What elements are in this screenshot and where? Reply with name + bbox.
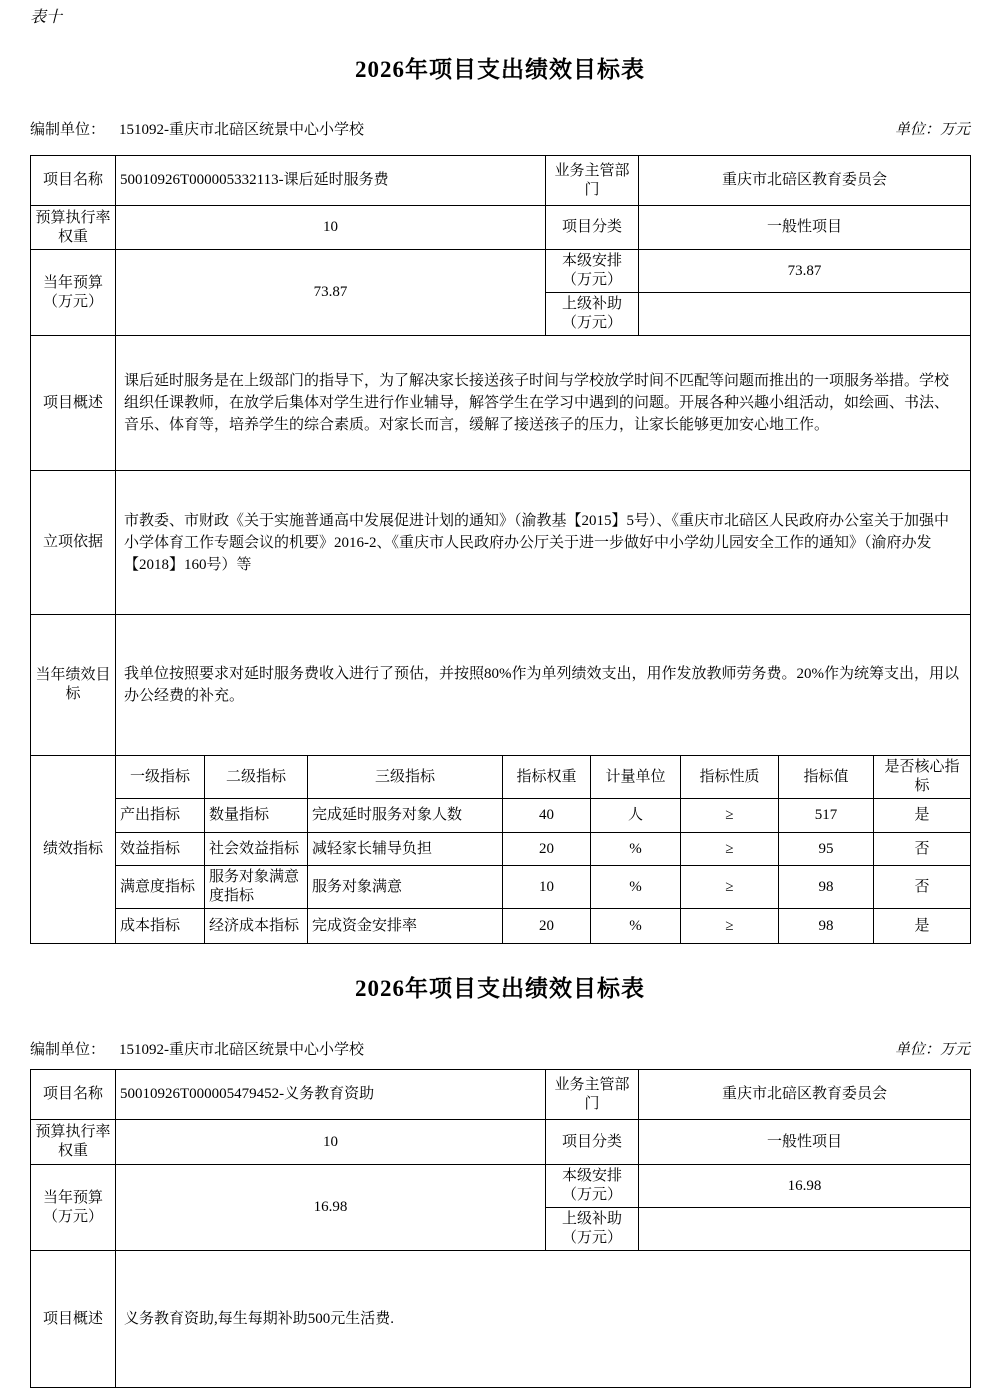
indicators-label: 绩效指标	[31, 756, 116, 944]
compiling-unit-label: 编制单位：	[30, 122, 106, 138]
exec-rate-weight-label: 预算执行率权重	[31, 206, 116, 250]
table-row	[31, 336, 971, 471]
indicator-header-row	[31, 756, 971, 799]
indicator-cell: 完成延时服务对象人数	[308, 799, 503, 833]
basis-label: 立项依据	[31, 471, 116, 615]
indicator-header: 三级指标	[308, 756, 503, 799]
indicator-header: 指标性质	[681, 756, 779, 799]
table-row	[31, 1251, 971, 1388]
meta-row	[30, 120, 970, 140]
performance-table-1	[30, 155, 971, 756]
indicator-cell: 95	[779, 833, 874, 866]
unit-label-2: 单位：万元	[894, 1042, 970, 1058]
overview-label-2: 项目概述	[31, 1251, 116, 1388]
indicator-cell: ≥	[681, 833, 779, 866]
basis-value: 市教委、市财政《关于实施普通高中发展促进计划的通知》（渝教基【2015】5号）、《重庆市北碚区人民政府办公室关于加强中小学体育工作专题会议的机要》2016-2、《重庆市人民政府办公厅关于进一步做好中小学幼儿园安全工作的通知》（渝府办发【2018】160号）等	[116, 471, 971, 615]
table-row	[31, 471, 971, 615]
indicator-cell: 20	[503, 909, 591, 944]
local-arrange-label: 本级安排（万元）	[546, 250, 639, 293]
table-row	[31, 1070, 971, 1120]
table-row	[31, 250, 971, 293]
upper-subsidy-label: 上级补助（万元）	[546, 293, 639, 336]
indicator-cell: 10	[503, 866, 591, 909]
year-budget-value: 73.87	[116, 250, 546, 336]
indicator-cell: 20	[503, 833, 591, 866]
indicator-cell: 98	[779, 866, 874, 909]
indicator-cell: 40	[503, 799, 591, 833]
category-value-2: 一般性项目	[639, 1120, 971, 1165]
indicator-cell: 否	[874, 833, 971, 866]
project-name-label-2: 项目名称	[31, 1070, 116, 1120]
indicator-cell: 人	[591, 799, 681, 833]
indicator-cell: 数量指标	[205, 799, 308, 833]
indicator-cell: 产出指标	[116, 799, 205, 833]
indicator-cell: %	[591, 909, 681, 944]
local-arrange-label-2: 本级安排（万元）	[546, 1165, 639, 1208]
unit-label: 单位：万元	[894, 122, 970, 138]
year-budget-label: 当年预算（万元）	[31, 250, 116, 336]
indicator-cell: 效益指标	[116, 833, 205, 866]
table-row	[31, 206, 971, 250]
meta-row-2	[30, 1040, 970, 1060]
year-budget-label-2: 当年预算（万元）	[31, 1165, 116, 1251]
dept-label-2: 业务主管部门	[546, 1070, 639, 1120]
overview-value: 课后延时服务是在上级部门的指导下，为了解决家长接送孩子时间与学校放学时间不匹配等问题而推出的一项服务举措。学校组织任课教师，在放学后集体对学生进行作业辅导，解答学生在学习中遇到的问题。开展各种兴趣小组活动，如绘画、书法、音乐、体育等，培养学生的综合素质。对家长而言，缓解了接送孩子的压力，让家长能够更加安心地工作。	[116, 336, 971, 471]
indicator-row	[31, 799, 971, 833]
exec-rate-weight-value-2: 10	[116, 1120, 546, 1165]
project-name-label: 项目名称	[31, 156, 116, 206]
indicator-cell: 服务对象满意	[308, 866, 503, 909]
indicator-cell: ≥	[681, 799, 779, 833]
year-target-label: 当年绩效目标	[31, 615, 116, 756]
compiling-unit-2	[30, 1040, 364, 1060]
indicator-cell: 是	[874, 909, 971, 944]
compiling-unit-value: 151092-重庆市北碚区统景中心小学校	[119, 122, 365, 138]
indicator-cell: 社会效益指标	[205, 833, 308, 866]
indicator-cell: 完成资金安排率	[308, 909, 503, 944]
category-value: 一般性项目	[639, 206, 971, 250]
indicator-cell: %	[591, 866, 681, 909]
dept-value: 重庆市北碚区教育委员会	[639, 156, 971, 206]
indicator-cell: 98	[779, 909, 874, 944]
project-name-value-2: 50010926T000005479452-义务教育资助	[116, 1070, 546, 1120]
indicator-cell: 满意度指标	[116, 866, 205, 909]
indicator-header: 二级指标	[205, 756, 308, 799]
indicator-cell: 517	[779, 799, 874, 833]
indicator-cell: %	[591, 833, 681, 866]
year-budget-value-2: 16.98	[116, 1165, 546, 1251]
exec-rate-weight-value: 10	[116, 206, 546, 250]
overview-value-2: 义务教育资助,每生每期补助500元生活费.	[116, 1251, 971, 1388]
indicator-cell: 否	[874, 866, 971, 909]
performance-table-2	[30, 1069, 971, 1388]
indicator-table-1	[30, 755, 971, 944]
exec-rate-weight-label-2: 预算执行率权重	[31, 1120, 116, 1165]
project-name-value: 50010926T000005332113-课后延时服务费	[116, 156, 546, 206]
indicator-cell: ≥	[681, 909, 779, 944]
indicator-cell: ≥	[681, 866, 779, 909]
local-arrange-value-2: 16.98	[639, 1165, 971, 1208]
local-arrange-value: 73.87	[639, 250, 971, 293]
compiling-unit-value-2: 151092-重庆市北碚区统景中心小学校	[119, 1042, 365, 1058]
indicator-row	[31, 866, 971, 909]
table-row	[31, 615, 971, 756]
page-title: 2026年项目支出绩效目标表	[355, 57, 645, 82]
dept-label: 业务主管部门	[546, 156, 639, 206]
indicator-header: 指标值	[779, 756, 874, 799]
upper-subsidy-value-2	[639, 1208, 971, 1251]
table-number-label: 表十	[30, 9, 63, 26]
table-row	[31, 156, 971, 206]
indicator-header: 指标权重	[503, 756, 591, 799]
table-row	[31, 1165, 971, 1208]
indicator-header: 计量单位	[591, 756, 681, 799]
upper-subsidy-value	[639, 293, 971, 336]
overview-label: 项目概述	[31, 336, 116, 471]
page-title-2: 2026年项目支出绩效目标表	[355, 976, 645, 1001]
indicator-header: 是否核心指标	[874, 756, 971, 799]
dept-value-2: 重庆市北碚区教育委员会	[639, 1070, 971, 1120]
compiling-unit	[30, 120, 364, 140]
table-row	[31, 1120, 971, 1165]
indicator-cell: 成本指标	[116, 909, 205, 944]
category-label-2: 项目分类	[546, 1120, 639, 1165]
year-target-value: 我单位按照要求对延时服务费收入进行了预估，并按照80%作为单列绩效支出，用作发放教师劳务费。20%作为统筹支出，用以办公经费的补充。	[116, 615, 971, 756]
indicator-row	[31, 833, 971, 866]
compiling-unit-label-2: 编制单位：	[30, 1042, 106, 1058]
category-label: 项目分类	[546, 206, 639, 250]
upper-subsidy-label-2: 上级补助（万元）	[546, 1208, 639, 1251]
indicator-row	[31, 909, 971, 944]
indicator-cell: 服务对象满意度指标	[205, 866, 308, 909]
indicator-cell: 经济成本指标	[205, 909, 308, 944]
indicator-header: 一级指标	[116, 756, 205, 799]
indicator-cell: 减轻家长辅导负担	[308, 833, 503, 866]
indicator-cell: 是	[874, 799, 971, 833]
